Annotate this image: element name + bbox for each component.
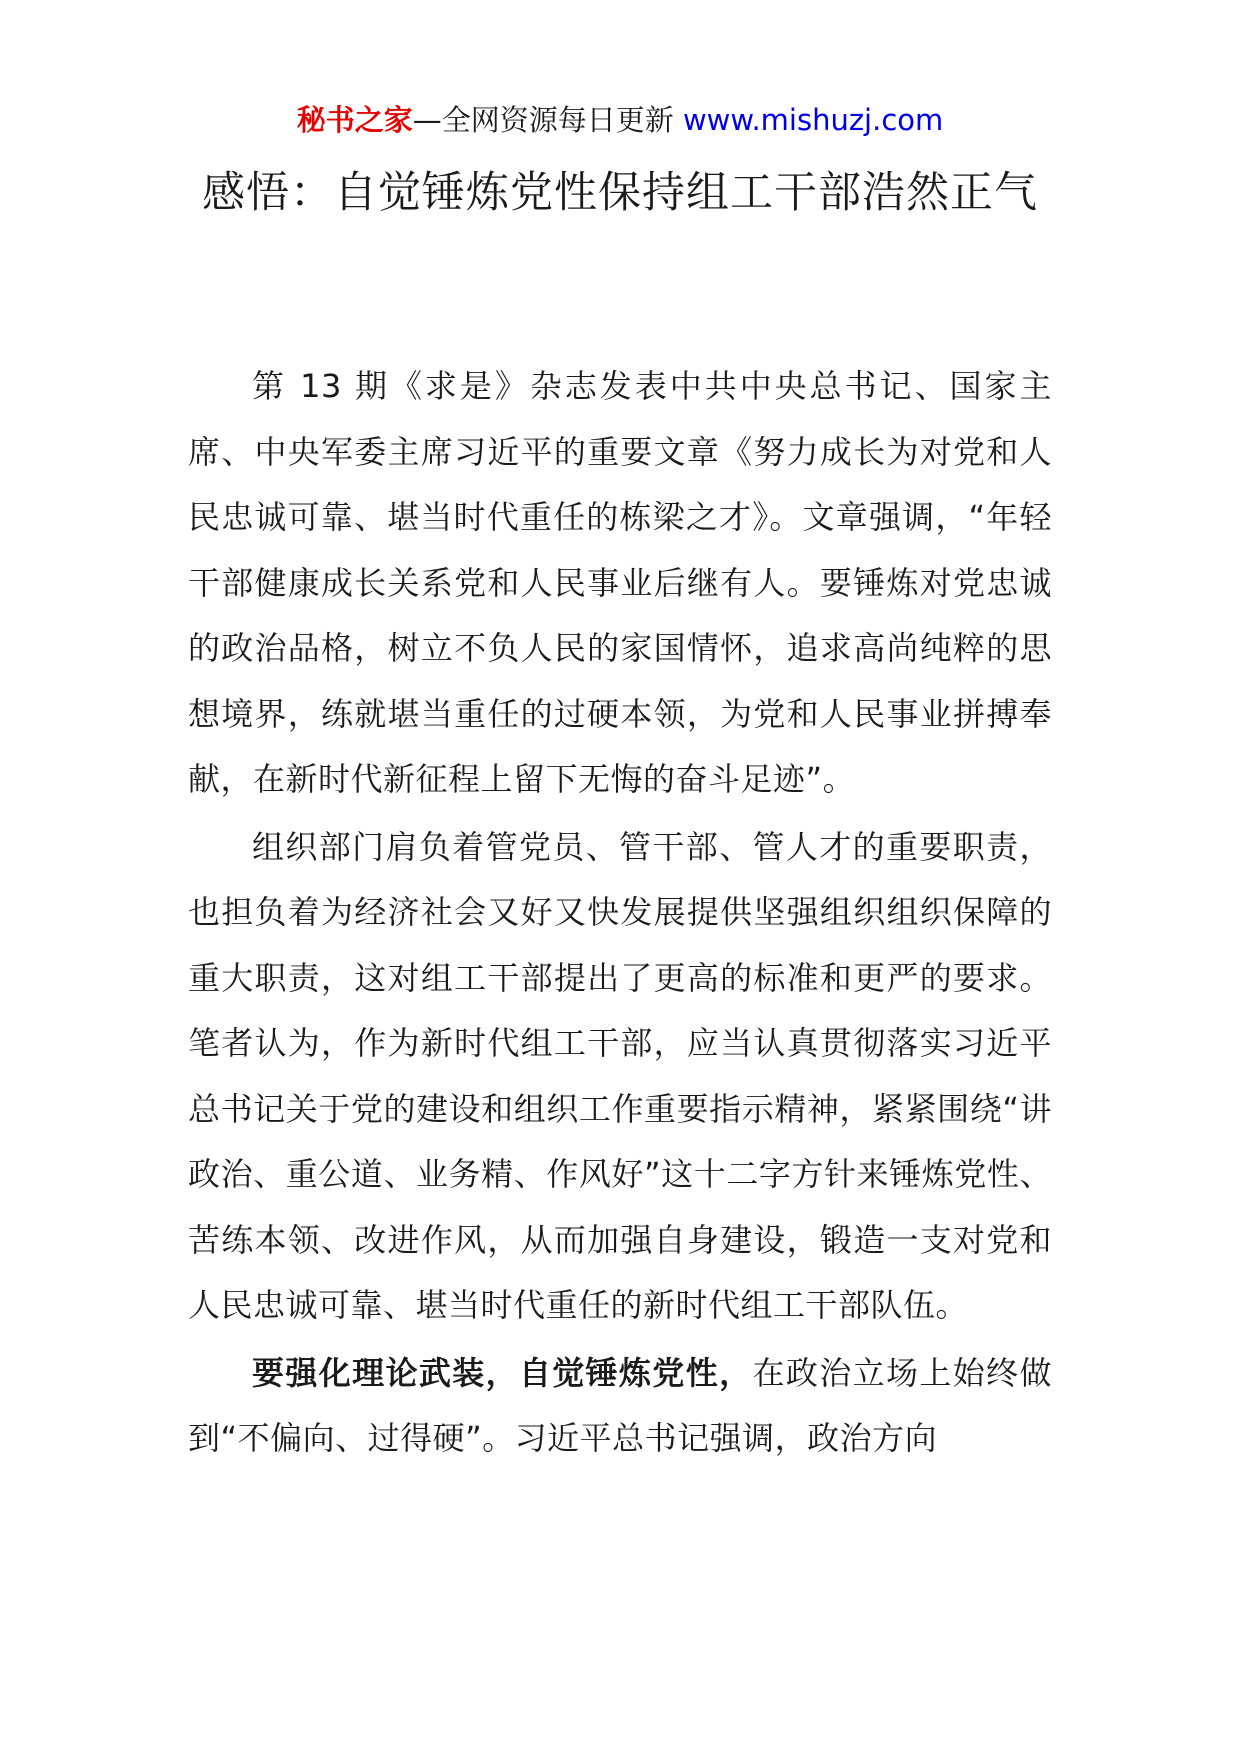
site-url-link[interactable]: www.mishuzj.com xyxy=(682,103,944,137)
document-body xyxy=(188,354,1052,1474)
paragraph-3 xyxy=(188,1341,1052,1472)
paragraph-1: 第 13 期《求是》杂志发表中共中央总书记、国家主席、中央军委主席习近平的重要文章《努力成长为对党和人民忠诚可靠、堪当时代重任的栋梁之才》。文章强调，“年轻干部健康成长关系党和人民事业后继有人。要锤炼对党忠诚的政治品格，树立不负人民的家国情怀，追求高尚纯粹的思想境界，练就堪当重任的过硬本领，为党和人民事业拼搏奉献，在新时代新征程上留下无悔的奋斗足迹”。 xyxy=(188,367,1052,798)
brand-name: 秘书之家 xyxy=(296,103,413,137)
paragraph-3-lead: 要强化理论武装，自觉锤炼党性， xyxy=(252,1353,753,1392)
paragraph-2: 组织部门肩负着管党员、管干部、管人才的重要职责，也担负着为经济社会又好又快发展提供坚强组织组织保障的重大职责，这对组工干部提出了更高的标准和更严的要求。笔者认为，作为新时代组工干部，应当认真贯彻落实习近平总书记关于党的建设和组织工作重要指示精神，紧紧围绕“讲政治、重公道、业务精、作风好”这十二字方针来锤炼党性、苦练本领、改进作风，从而加强自身建设，锻造一支对党和人民忠诚可靠、堪当时代重任的新时代组工干部队伍。 xyxy=(188,827,1052,1324)
site-header xyxy=(0,100,1240,140)
header-tagline: —全网资源每日更新 xyxy=(412,103,683,137)
paragraph-3-text: 在政治立场上始终做到“不偏向、过得硬”。习近平总书记强调，政治方向 xyxy=(188,1353,1052,1457)
document-title: 感悟：自觉锤炼党性保持组工干部浩然正气 xyxy=(202,168,1038,218)
